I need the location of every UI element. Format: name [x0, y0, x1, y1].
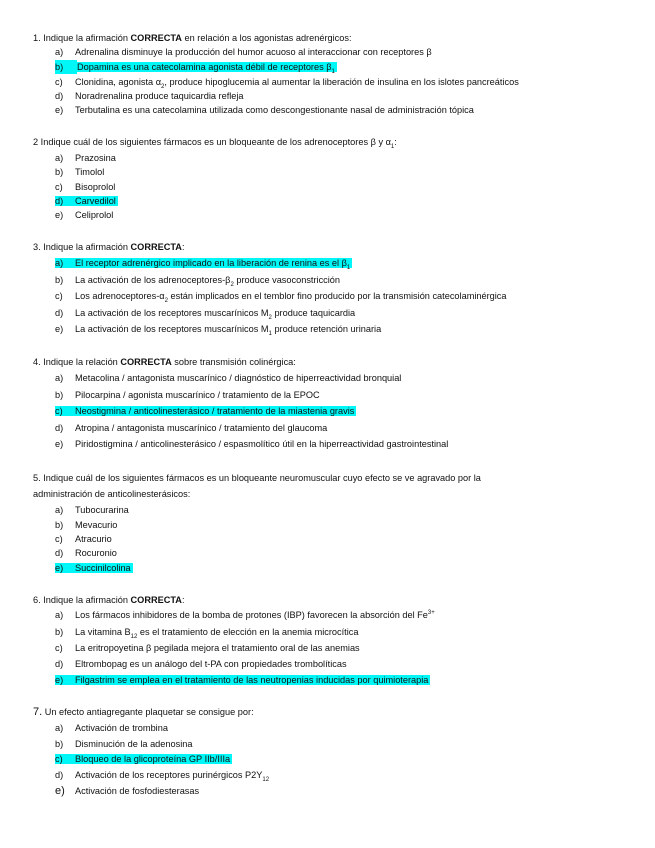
q3-option-c: c) Los adrenoceptores-$\alpha_2$ están implicados en el temblor fino producido por la transmisión catecolaminérgica	[55, 291, 507, 304]
q7-option-a: a) Activación de trombina	[55, 723, 168, 733]
q4-option-b: b) Pilocarpina / agonista muscarínico / tratamiento de la EPOC	[55, 390, 320, 400]
question-3-stem: 3. Indique la afirmación CORRECTA:	[33, 242, 185, 252]
question-2-stem: 2 Indique cuál de los siguientes fármacos es un bloqueante de los adrenoceptores β y $\alpha_1$:	[33, 137, 397, 150]
correct-answer-highlight: d) Carvedilol	[55, 196, 116, 206]
q3-option-e: e) La activación de los receptores muscarínicos $M_1$ produce retención urinaria	[55, 324, 382, 337]
question-5-stem: 5. Indique cuál de los siguientes fármacos es un bloqueante neuromuscular cuyo efecto se ve agravado por la	[33, 473, 481, 483]
correct-answer-highlight: e) Filgastrim se emplea en el tratamiento de las neutropenias inducidas por quimioterapia	[55, 675, 429, 685]
q7-option-c	[55, 752, 232, 766]
q4-option-c	[55, 404, 356, 418]
question-1-stem: 1. Indique la afirmación CORRECTA en relación a los agonistas adrenérgicos:	[33, 33, 352, 43]
q2-option-d	[55, 194, 118, 208]
correct-answer-highlight: c) Bloqueo de la glicoproteína GP IIb/IIIa	[55, 754, 231, 764]
correct-answer-highlight: Dopamina es una catecolamina agonista débil de receptores $\beta_1$	[77, 62, 335, 75]
q6-option-c: c) La eritropoyetina β pegilada mejora el tratamiento oral de las anemias	[55, 643, 360, 653]
correct-answer-highlight: c) Neostigmina / anticolinesterásico / tratamiento de la miastenia gravis	[55, 406, 355, 416]
q7-option-e: e) Activación de fosfodiesterasas	[55, 785, 200, 797]
q5-option-d: d) Rocuronio	[55, 548, 117, 558]
q1-option-a: a) Adrenalina disminuye la producción del humor acuoso al interaccionar con receptores β	[55, 47, 432, 57]
q2-option-b: b) Timolol	[55, 167, 105, 177]
q2-option-c: c) Bisoprolol	[55, 182, 116, 192]
question-6-stem: 6. Indique la afirmación CORRECTA:	[33, 595, 185, 605]
q1-option-d: d) Noradrenalina produce taquicardia refleja	[55, 91, 244, 101]
q1-option-b: b) Dopamina es una catecolamina agonista débil de receptores $\beta_1$	[55, 62, 335, 75]
question-5-stem-line2: administración de anticolinesterásicos:	[33, 489, 191, 499]
q6-option-d: d) Eltrombopag es un análogo del t-PA con propiedades trombolíticas	[55, 659, 347, 669]
q1-option-c: c) Clonidina, agonista $\alpha_2$, produce hipoglucemia al aumentar la liberación de insulina en los islotes pancreáticos	[55, 77, 519, 90]
correct-answer-highlight: e) Succinilcolina	[55, 563, 131, 573]
q2-option-a: a) Prazosina	[55, 153, 116, 163]
q1-option-e: e) Terbutalina es una catecolamina utilizada como descongestionante nasal de administración tópica	[55, 105, 474, 115]
q5-option-a: a) Tubocurarina	[55, 505, 129, 515]
q6-option-b: b) La vitamina $B_{12}$ es el tratamiento de elección en la anemia microcítica	[55, 627, 359, 640]
q5-option-e	[55, 561, 133, 575]
q3-option-a	[55, 256, 352, 270]
q7-option-d: d) Activación de los receptores purinérgicos $P2Y_{12}$	[55, 770, 270, 783]
q6-option-e	[55, 673, 430, 687]
q4-option-e: e) Piridostigmina / anticolinesterásico / espasmolítico útil en la hiperreactividad gastrointestinal	[55, 439, 449, 449]
q6-option-a: a) Los fármacos inhibidores de la bomba de protones (IBP) favorecen la absorción del $Fe^{3+}$	[55, 609, 435, 620]
q2-option-e: e) Celiprolol	[55, 210, 114, 220]
q4-option-a: a) Metacolina / antagonista muscarínico / diagnóstico de hiperreactividad bronquial	[55, 373, 402, 383]
correct-answer-highlight: a) El receptor adrenérgico implicado en la liberación de renina es el $\beta_1$	[55, 258, 351, 271]
q3-option-d: d) La activación de los receptores muscarínicos $M_2$ produce taquicardia	[55, 308, 356, 321]
q3-option-b: b) La activación de los adrenoceptores-$\beta_2$ produce vasoconstricción	[55, 275, 341, 288]
q5-option-b: b) Mevacurio	[55, 520, 118, 530]
question-4-stem: 4. Indique la relación CORRECTA sobre transmisión colinérgica:	[33, 357, 296, 367]
q4-option-d: d) Atropina / antagonista muscarínico / tratamiento del glaucoma	[55, 423, 328, 433]
q7-option-b: b) Disminución de la adenosina	[55, 739, 193, 749]
q5-option-c: c) Atracurio	[55, 534, 112, 544]
question-7-stem: 7. Un efecto antiagregante plaquetar se consigue por:	[33, 706, 254, 718]
